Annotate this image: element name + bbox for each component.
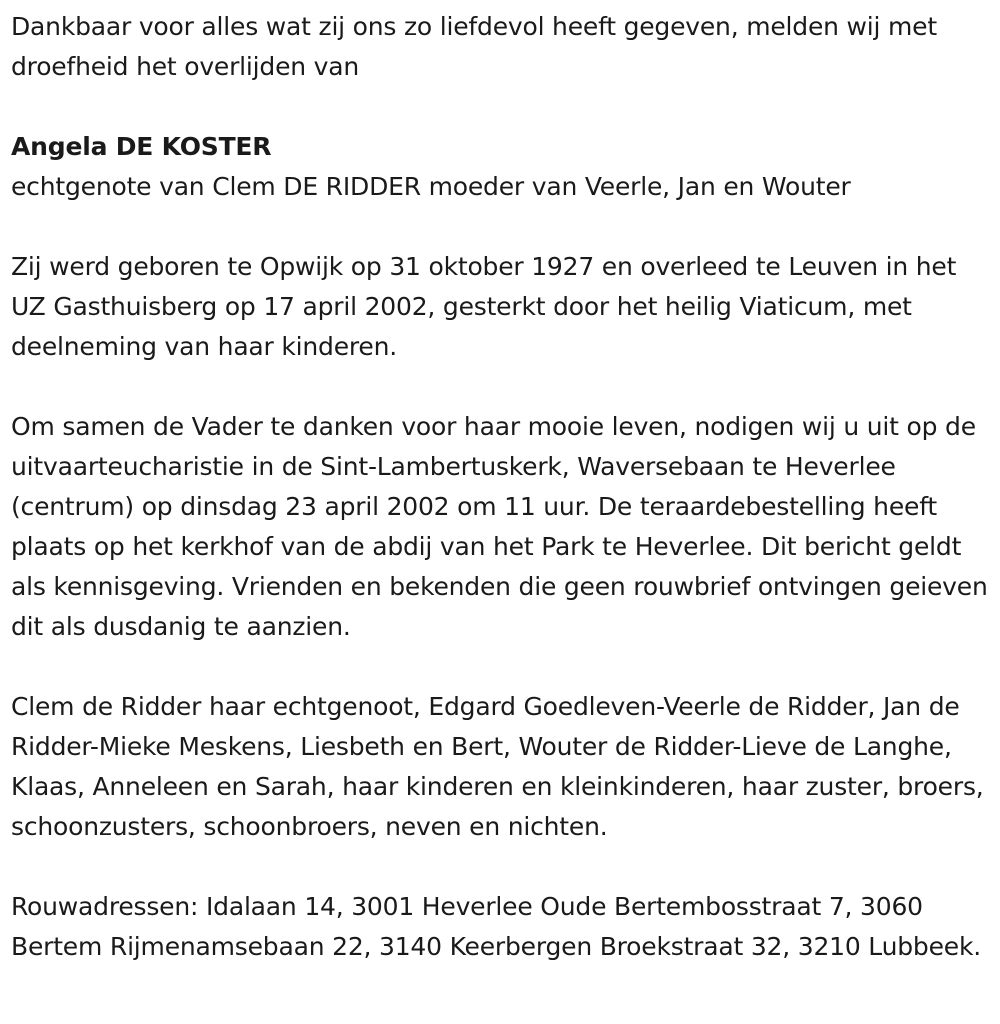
- birth-death-paragraph: Zij werd geboren te Opwijk op 31 oktober 1927 en overleed te Leuven in het UZ Gasthuisberg op 17 april 2002, gesterkt door het heilig Viaticum, met deelneming van haar kinderen.: [11, 252, 957, 361]
- mourning-addresses: Rouwadressen: Idalaan 14, 3001 Heverlee Oude Bertembosstraat 7, 3060 Bertem Rijmenamsebaan 22, 3140 Keerbergen Broekstraat 32, 3210 Lubbeek.: [11, 892, 981, 961]
- funeral-service-paragraph: Om samen de Vader te danken voor haar mooie leven, nodigen wij u uit op de uitvaarteucharistie in de Sint-Lambertuskerk, Waversebaan te Heverlee (centrum) op dinsdag 23 april 2002 om 11 uur. De teraardebestelling heeft plaats op het kerkhof van de abdij van het Park te Heverlee. Dit bericht geldt als kennisgeving. Vrienden en bekenden die geen rouwbrief ontvingen geieven dit als dusdanig te aanzien.: [11, 412, 988, 641]
- intro-paragraph: Dankbaar voor alles wat zij ons zo liefdevol heeft gegeven, melden wij met droefheid het overlijden van: [11, 12, 937, 81]
- relation-line: echtgenote van Clem DE RIDDER moeder van Veerle, Jan en Wouter: [11, 172, 851, 201]
- deceased-name: Angela DE KOSTER: [11, 132, 272, 161]
- family-paragraph: Clem de Ridder haar echtgenoot, Edgard Goedleven-Veerle de Ridder, Jan de Ridder-Mieke Meskens, Liesbeth en Bert, Wouter de Ridder-Lieve de Langhe, Klaas, Anneleen en Sarah, haar kinderen en kleinkinderen, haar zuster, broers, schoonzusters, schoonbroers, neven en nichten.: [11, 692, 984, 841]
